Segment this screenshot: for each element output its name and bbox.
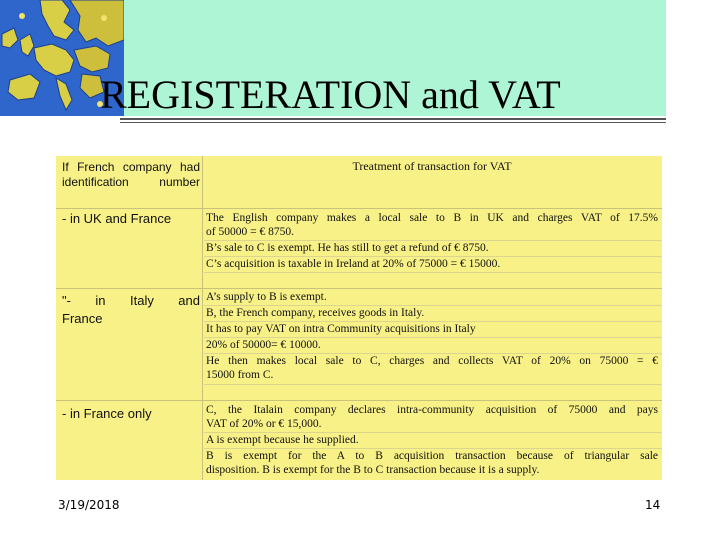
table-line: The English company makes a local sale to B in UK and charges VAT of 17.5% bbox=[206, 212, 658, 224]
table-line: C’s acquisition is taxable in Ireland at 20% of 75000 = € 15000. bbox=[206, 258, 501, 270]
title-underline bbox=[120, 118, 666, 120]
table-line: B, the French company, receives goods in Italy. bbox=[206, 307, 425, 319]
table-line: B’s sale to C is exempt. He has still to get a refund of € 8750. bbox=[206, 242, 489, 254]
table-line: 15000 from C. bbox=[206, 369, 274, 381]
row-label-word: "- bbox=[62, 293, 71, 308]
table-line: A is exempt because he supplied. bbox=[206, 434, 359, 446]
vat-table bbox=[56, 156, 662, 480]
row-label-word: Italy bbox=[129, 293, 154, 308]
line-separator bbox=[204, 272, 662, 273]
row-label-word: and bbox=[178, 293, 200, 308]
table-line: C, the Italain company declares intra-community acquisition of 75000 and pays bbox=[206, 404, 658, 416]
table-line: B is exempt for the A to B acquisition transaction because of triangular sale bbox=[206, 450, 658, 462]
table-line: of 50000 = € 8750. bbox=[206, 226, 294, 238]
row-label-italy-france bbox=[62, 292, 200, 328]
row-divider bbox=[56, 208, 662, 209]
table-line: disposition. B is exempt for the B to C transaction because it is a supply. bbox=[206, 464, 540, 476]
title-underline-thin bbox=[120, 122, 666, 123]
table-line: It has to pay VAT on intra Community acquisitions in Italy bbox=[206, 323, 476, 335]
row-divider bbox=[56, 400, 662, 401]
slide-title: REGISTERATION and VAT bbox=[100, 72, 561, 117]
row-label-word: France bbox=[62, 311, 103, 326]
row-label-france-only: - in France only bbox=[62, 406, 152, 421]
slide-date: 3/19/2018 bbox=[58, 498, 120, 512]
row-label-uk-france: - in UK and France bbox=[62, 211, 172, 226]
row-divider bbox=[56, 288, 662, 289]
table-line: 20% of 50000= € 10000. bbox=[206, 339, 321, 351]
table-line: A’s supply to B is exempt. bbox=[206, 291, 327, 303]
row-label-word: in bbox=[95, 293, 106, 308]
table-line: He then makes local sale to C, charges and collects VAT of 20% on 75000 = € bbox=[206, 355, 658, 367]
column-header-condition: If French company had identification number bbox=[62, 160, 200, 189]
line-separator bbox=[204, 384, 662, 385]
table-line: VAT of 20% or € 15,000. bbox=[206, 418, 322, 430]
slide-page-number: 14 bbox=[645, 498, 661, 512]
column-header-treatment: Treatment of transaction for VAT bbox=[352, 159, 512, 173]
